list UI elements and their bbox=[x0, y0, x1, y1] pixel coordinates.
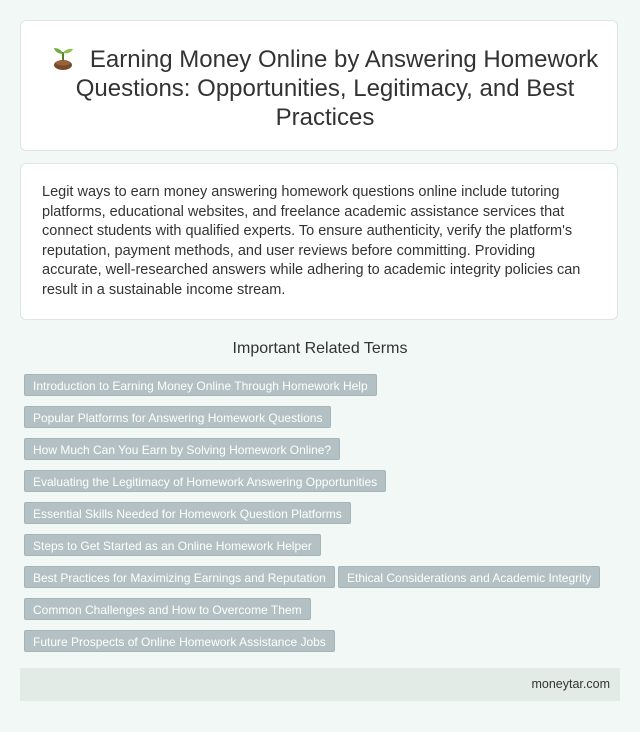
term-tag[interactable]: Introduction to Earning Money Online Through Homework Help bbox=[24, 374, 377, 396]
footer bbox=[20, 668, 620, 701]
sprout-icon bbox=[52, 46, 74, 70]
related-terms-heading: Important Related Terms bbox=[232, 340, 408, 357]
term-tag[interactable]: Common Challenges and How to Overcome Them bbox=[24, 598, 311, 620]
term-tag[interactable]: Popular Platforms for Answering Homework Questions bbox=[24, 406, 331, 428]
page-title bbox=[51, 45, 599, 132]
term-tag[interactable]: Evaluating the Legitimacy of Homework Answering Opportunities bbox=[24, 470, 386, 492]
term-tag[interactable]: Essential Skills Needed for Homework Question Platforms bbox=[24, 502, 351, 524]
intro-card bbox=[20, 163, 618, 320]
term-tag[interactable]: Steps to Get Started as an Online Homework Helper bbox=[24, 534, 321, 556]
term-tag[interactable]: Ethical Considerations and Academic Integrity bbox=[338, 566, 600, 588]
page-title-text: Earning Money Online by Answering Homework Questions: Opportunities, Legitimacy, and Best Practices bbox=[75, 46, 599, 131]
term-tag[interactable]: Best Practices for Maximizing Earnings and Reputation bbox=[24, 566, 335, 588]
term-tag[interactable]: Future Prospects of Online Homework Assistance Jobs bbox=[24, 630, 335, 652]
footer-site-name[interactable]: moneytar.com bbox=[531, 677, 610, 691]
intro-paragraph: Legit ways to earn money answering homework questions online include tutoring platforms, educational websites, and freelance academic assistance services that connect students with qualified experts. To ensure authenticity, verify the platform's reputation, payment methods, and user reviews before committing. Providing accurate, well-researched answers while adhering to academic integrity policies can result in a sustainable income stream. bbox=[42, 184, 581, 298]
title-card bbox=[20, 20, 618, 151]
term-tag[interactable]: How Much Can You Earn by Solving Homework Online? bbox=[24, 438, 340, 460]
